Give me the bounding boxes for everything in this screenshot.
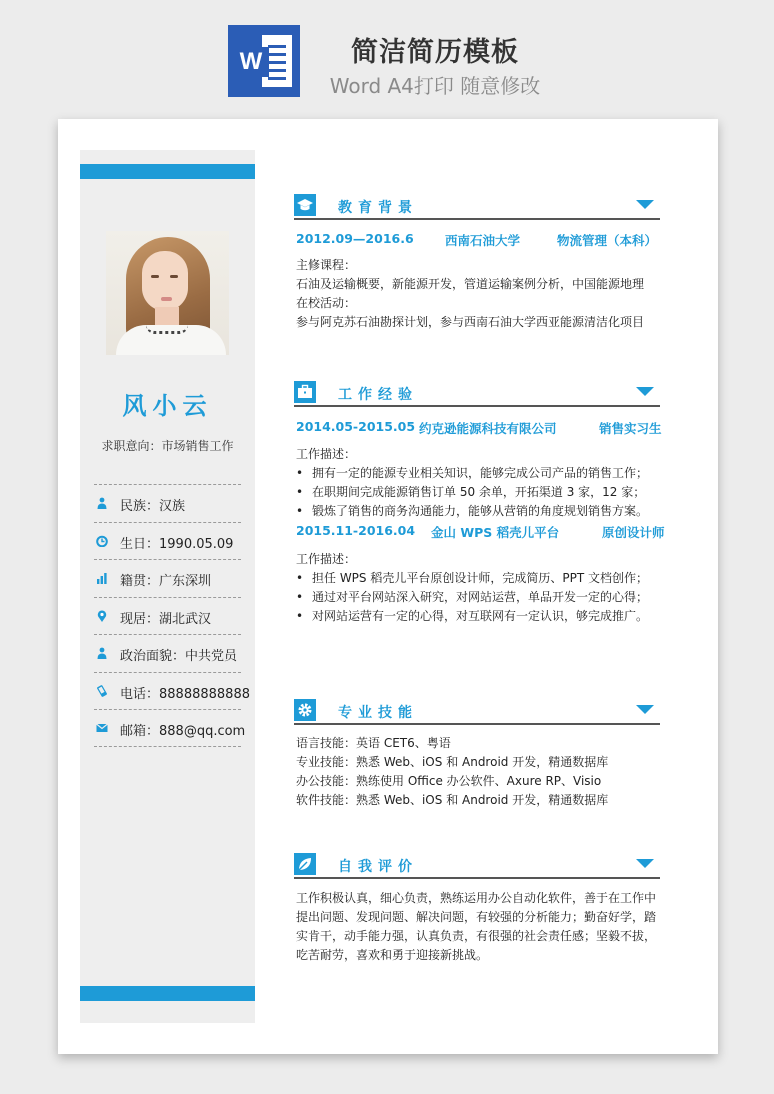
education-details: 主修课程： 石油及运输概要，新能源开发，管道运输案例分析，中国能源地理 在校活动： 参与阿克苏石油勘探计划，参与西南石油大学西亚能源清洁化项目 (296, 258, 645, 329)
profile-sidebar (80, 150, 255, 1023)
job-2-company: 金山 WPS 稻壳儿平台 (431, 525, 560, 540)
self-evaluation-section (294, 853, 660, 965)
work-section (294, 381, 665, 626)
birthday-icon (96, 535, 108, 547)
profile-photo (106, 231, 229, 355)
job-2-period: 2015.11-2016.04 (296, 523, 416, 538)
list-item: • 担任 WPS 稻壳儿平台原创设计师，完成简历、PPT 文档创作； (294, 569, 660, 588)
info-phone: 电话：88888888888 (94, 672, 241, 710)
sidebar-top-bar (80, 164, 255, 179)
job-1-period: 2014.05-2015.05 (296, 419, 416, 434)
banner-title: 简洁简历模板 (351, 37, 519, 68)
job-1-role: 销售实习生 (599, 421, 662, 436)
job-2-row (294, 521, 665, 541)
location-pin-icon (96, 610, 108, 622)
education-major: 物流管理（本科） (557, 233, 658, 248)
info-political-status: 政治面貌：中共党员 (94, 634, 241, 672)
briefcase-icon (294, 381, 316, 403)
job-1-company: 约克逊能源科技有限公司 (419, 421, 557, 436)
education-school: 西南石油大学 (445, 233, 521, 248)
list-item: • 通过对平台网站深入研究，对网站运营，单品开发一定的心得； (294, 588, 660, 607)
job-2-desc-label: 工作描述： (296, 552, 357, 566)
triangle-down-icon (636, 200, 654, 209)
work-header (294, 381, 660, 407)
self-evaluation-title: 自我评价 (338, 859, 418, 875)
sidebar-bottom-bar (80, 986, 255, 1001)
triangle-down-icon (636, 387, 654, 396)
person-icon (96, 647, 108, 659)
education-header (294, 194, 660, 220)
education-period: 2012.09—2016.6 (296, 231, 414, 246)
skills-header (294, 699, 660, 725)
education-section (294, 194, 660, 332)
bar-chart-icon (96, 572, 108, 584)
skill-line: 专业技能：熟悉 Web、iOS 和 Android 开发，精通数据库 (296, 755, 609, 769)
info-birthday: 生日：1990.05.09 (94, 522, 241, 560)
personal-info-list (94, 484, 250, 747)
info-residence: 现居：湖北武汉 (94, 597, 241, 635)
word-logo-letter: W (233, 47, 269, 77)
resume-page (58, 119, 718, 1054)
job-2-bullets (294, 569, 660, 626)
info-ethnicity: 民族：汉族 (94, 484, 241, 522)
skill-line: 软件技能：熟悉 Web、iOS 和 Android 开发，精通数据库 (296, 793, 609, 807)
info-email: 邮箱：888@qq.com (94, 709, 241, 747)
phone-icon (96, 685, 108, 697)
mail-icon (96, 722, 108, 734)
list-item: • 锻炼了销售的商务沟通能力，能够从营销的角度规划销售方案。 (294, 502, 660, 521)
banner-subtitle: Word A4打印 随意修改 (329, 74, 541, 98)
skills-section (294, 699, 660, 810)
education-title: 教育背景 (338, 200, 418, 216)
job-1-row (294, 417, 660, 437)
leaf-icon (294, 853, 316, 875)
candidate-name: 风小云 (122, 392, 213, 420)
education-row (294, 229, 660, 249)
triangle-down-icon (636, 859, 654, 868)
skill-line: 办公技能：熟练使用 Office 办公软件、Axure RP、Visio (296, 774, 602, 788)
self-evaluation-header (294, 853, 660, 879)
word-logo-icon (228, 25, 300, 97)
skill-line: 语言技能：英语 CET6、粤语 (296, 736, 451, 750)
triangle-down-icon (636, 705, 654, 714)
gear-icon (294, 699, 316, 721)
info-hometown: 籍贯：广东深圳 (94, 559, 241, 597)
list-item: • 在职期间完成能源销售订单 50 余单，开拓渠道 3 家，12 家； (294, 483, 660, 502)
skills-title: 专业技能 (338, 705, 418, 721)
job-1-desc-label: 工作描述： (296, 447, 357, 461)
skills-list (294, 734, 660, 810)
job-objective: 求职意向：市场销售工作 (101, 439, 234, 453)
job-2-role: 原创设计师 (602, 525, 665, 540)
graduation-cap-icon (294, 194, 316, 216)
list-item: • 拥有一定的能源专业相关知识，能够完成公司产品的销售工作； (294, 464, 660, 483)
self-evaluation-text: 工作积极认真，细心负责，熟练运用办公自动化软件，善于在工作中 提出问题、发现问题、解决问题，有较强的分析能力；勤奋好学，踏 实肯干，动手能力强，认真负责，有很强的社会责任感；坚毅不拔， 吃苦耐劳，喜欢和勇于迎接新挑战。 (296, 891, 657, 962)
template-banner (0, 0, 774, 112)
work-title: 工作经验 (338, 387, 418, 403)
list-item: • 对网站运营有一定的心得，对互联网有一定认识，够完成推广。 (294, 607, 660, 626)
job-1-bullets (294, 464, 660, 521)
person-icon (96, 497, 108, 509)
